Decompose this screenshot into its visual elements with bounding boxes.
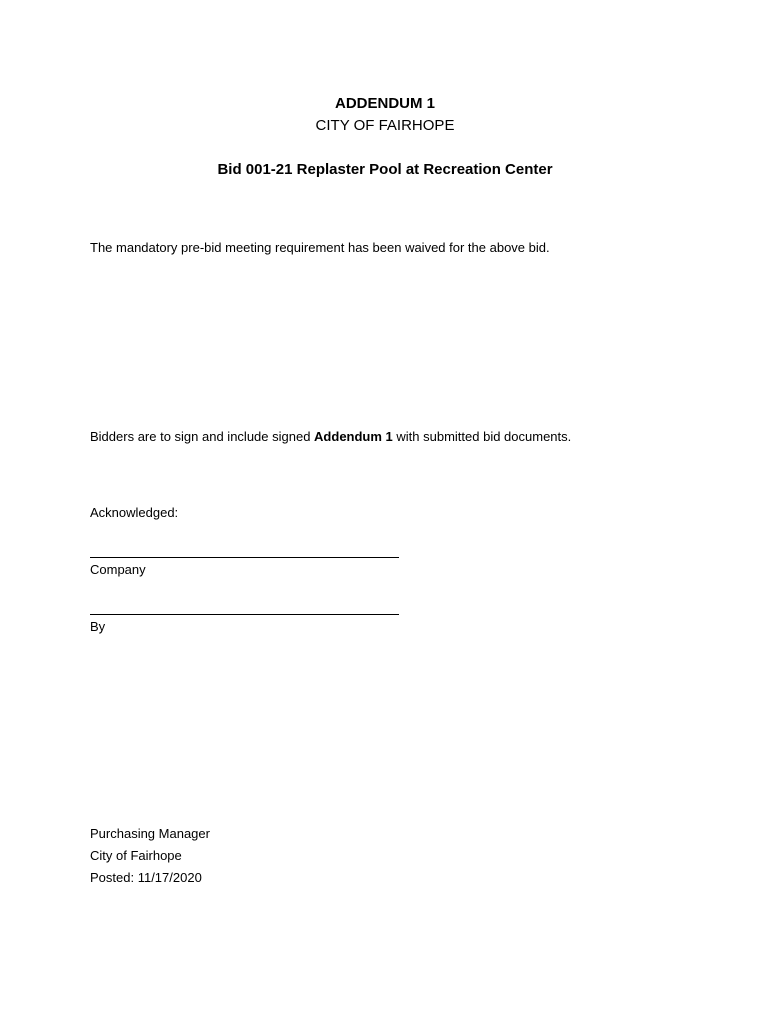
bid-title: Bid 001-21 Replaster Pool at Recreation Center [217, 161, 553, 178]
acknowledged-label: Acknowledged: [90, 505, 179, 520]
instruction-bold: Addendum 1 [314, 429, 393, 444]
instruction-suffix: with submitted bid documents. [392, 429, 572, 444]
waiver-notice: The mandatory pre-bid meeting requirement has been waived for the above bid. [90, 240, 550, 255]
signing-instruction [90, 429, 571, 444]
instruction-prefix: Bidders are to sign and include signed [90, 429, 315, 444]
company-label: Company [90, 562, 146, 577]
by-signature-line[interactable] [90, 614, 399, 615]
purchasing-manager: Purchasing Manager [90, 826, 210, 841]
organization-heading: CITY OF FAIRHOPE [315, 117, 455, 134]
by-label: By [90, 619, 106, 634]
posted-date: Posted: 11/17/2020 [90, 870, 202, 885]
footer-organization: City of Fairhope [90, 848, 182, 863]
addendum-title: ADDENDUM 1 [334, 95, 435, 112]
company-signature-line[interactable] [90, 557, 399, 558]
